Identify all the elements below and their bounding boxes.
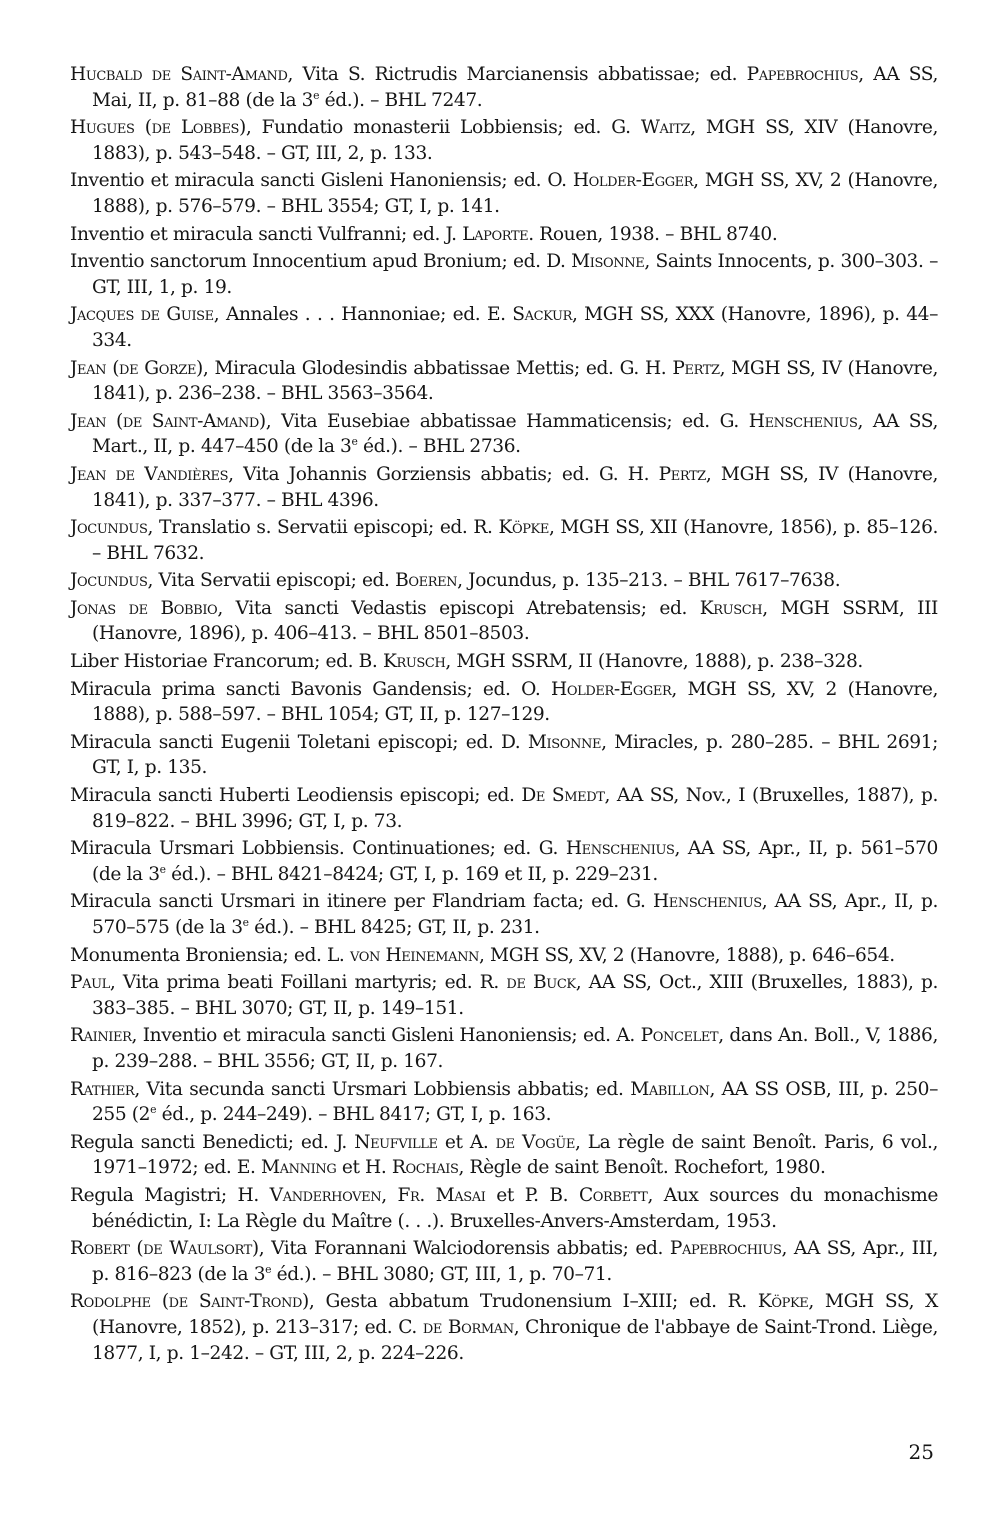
author-name: De Smedt	[521, 785, 605, 807]
bibliography-entry	[70, 596, 938, 647]
entry-text: , MGH SS, XV, 2 (Hanovre, 1888), p. 588–597. – BHL 1054; GT, II, p. 127–129.	[92, 678, 938, 726]
entry-text: , Vita secunda sancti Ursmari Lobbiensis abbatis; ed.	[134, 1078, 631, 1100]
entry-text: éd.). – BHL 2736.	[357, 436, 521, 458]
entry-text: , dans An. Boll., V, 1886, p. 239–288. – BHL 3556; GT, II, p. 167.	[92, 1025, 938, 1072]
entry-text: , AA SS, Oct., XIII (Bruxelles, 1883), p. 383–385. – BHL 3070; GT, II, p. 149–151.	[92, 972, 938, 1019]
entry-text: , Vita Johannis Gorziensis abbatis; ed. G. H.	[228, 463, 659, 485]
author-name: Henschenius	[652, 891, 762, 913]
entry-text: Miracula sancti Ursmari in itinere per Flandriam facta; ed. G.	[70, 891, 653, 913]
entry-text: Miracula Ursmari Lobbiensis. Continuationes; ed. G.	[70, 838, 566, 860]
entry-text: , MGH SS, XIV (Hanovre, 1883), p. 543–548. – GT, III, 2, p. 133.	[92, 117, 938, 164]
bibliography-entry	[70, 783, 938, 834]
entry-text: , Annales . . . Hannoniae; ed. E.	[213, 304, 513, 326]
entry-text: , Inventio et miracula sancti Gisleni Hanoniensis; ed. A.	[131, 1025, 641, 1047]
superscript: e	[313, 88, 320, 102]
author-name: Misonne	[527, 731, 602, 753]
bibliography-entry	[70, 943, 938, 969]
entry-text: , AA SS, Apr., II, p. 561–570 (de la 3	[92, 838, 938, 885]
entry-text: Regula sancti Benedicti; ed. J.	[70, 1131, 355, 1153]
entry-text: . Rouen, 1938. – BHL 8740.	[528, 223, 778, 245]
author-name: Pertz	[658, 463, 706, 485]
author-name: Misonne	[571, 251, 645, 273]
bibliography-entry	[70, 1183, 938, 1234]
entry-text: , MGH SS, XV, 2 (Hanovre, 1888), p. 646–654.	[479, 944, 895, 966]
author-name: de Vogüe	[495, 1131, 575, 1153]
bibliography-entry	[70, 222, 938, 248]
entry-text: , AA SS OSB, III, p. 250–255 (2	[92, 1078, 938, 1126]
author-name: Rochais	[391, 1157, 459, 1179]
entry-text: , La règle de saint Benoît. Paris, 6 vol., 1971–1972; ed. E.	[92, 1131, 938, 1179]
superscript: e	[351, 435, 358, 449]
superscript: e	[265, 1262, 272, 1276]
author-name: Papebrochius	[669, 1238, 782, 1260]
entry-text: Liber Historiae Francorum; ed. B.	[70, 651, 383, 673]
author-name: Henschenius	[565, 838, 675, 860]
entry-text: , Jocundus, p. 135–213. – BHL 7617–7638.	[457, 570, 841, 592]
bibliography-entry	[70, 649, 938, 675]
author-name: Vanderhoven	[269, 1184, 382, 1206]
entry-text: Inventio et miracula sancti Vulfranni; ed. J.	[70, 223, 463, 245]
entry-text: , Règle de saint Benoît. Rochefort, 1980.	[458, 1157, 826, 1179]
entry-text: , MGH SS, IV (Hanovre, 1841), p. 337–377. – BHL 4396.	[92, 463, 938, 511]
entry-text: , AA SS, Mart., II, p. 447–450 (de la 3	[92, 410, 938, 458]
author-name: Sackur	[512, 304, 572, 326]
entry-text: éd.). – BHL 3080; GT, III, 1, p. 70–71.	[271, 1263, 612, 1285]
author-name: Krusch	[382, 651, 446, 673]
author-name: Rainier	[70, 1025, 132, 1047]
author-name: von Heinemann	[349, 944, 480, 966]
superscript: e	[150, 1102, 157, 1116]
bibliography-entry	[70, 889, 938, 940]
entry-text: , AA SS, Nov., I (Bruxelles, 1887), p. 819–822. – BHL 3996; GT, I, p. 73.	[92, 785, 939, 832]
entry-text: Inventio et miracula sancti Gisleni Hanoniensis; ed. O.	[70, 170, 573, 192]
author-name: Krusch	[699, 597, 763, 619]
bibliography-entry	[70, 970, 938, 1021]
entry-text: Miracula prima sancti Bavonis Gandensis; ed. O.	[70, 678, 552, 700]
bibliography-list	[70, 62, 938, 1368]
author-name: Köpke	[757, 1291, 809, 1313]
entry-text: , Vita S. Rictrudis Marcianensis abbatissae; ed.	[287, 64, 747, 85]
entry-text: , AA SS, Apr., III, p. 816–823 (de la 3	[92, 1238, 938, 1285]
bibliography-entry	[70, 302, 938, 353]
bibliography-entry	[70, 1236, 938, 1287]
entry-text: , AA SS, Mai, II, p. 81–88 (de la 3	[92, 64, 938, 111]
bibliography-entry	[70, 836, 938, 887]
entry-text: éd., p. 244–249). – BHL 8417; GT, I, p. 163.	[156, 1104, 552, 1126]
author-name: Jacques de Guise	[70, 304, 214, 326]
bibliography-entry	[70, 249, 938, 300]
entry-text: et P. B.	[485, 1184, 579, 1206]
entry-text: , Gesta abbatum Trudonensium I–XIII; ed. R.	[308, 1291, 758, 1313]
author-name: Jean de Vandières	[70, 463, 229, 485]
entry-text: , Vita prima beati Foillani martyris; ed. R.	[109, 972, 507, 994]
page-number: 25	[908, 1440, 934, 1464]
entry-text: , MGH SS, X (Hanovre, 1852), p. 213–317; ed. C.	[92, 1291, 939, 1338]
author-name: Jean (de Gorze)	[70, 357, 203, 379]
bibliography-entry	[70, 1023, 938, 1074]
entry-text: , Vita Eusebiae abbatissae Hammaticensis; ed. G.	[265, 410, 749, 432]
entry-text: , MGH SSRM, II (Hanovre, 1888), p. 238–328.	[445, 651, 863, 673]
author-name: Manning	[261, 1157, 337, 1179]
entry-text: Regula Magistri; H.	[70, 1184, 270, 1206]
author-name: Jean (de Saint-Amand)	[70, 410, 266, 432]
bibliography-entry	[70, 568, 938, 594]
author-name: Mabillon	[630, 1078, 710, 1100]
superscript: e	[242, 915, 249, 929]
author-name: Corbett	[578, 1184, 648, 1206]
bibliography-entry	[70, 115, 938, 166]
superscript: e	[159, 862, 166, 876]
entry-text: , MGH SSRM, III (Hanovre, 1896), p. 406–413. – BHL 8501–8503.	[92, 597, 938, 645]
bibliography-entry	[70, 1289, 938, 1366]
bibliography-entry	[70, 515, 938, 566]
author-name: Rathier	[70, 1078, 135, 1100]
entry-text: éd.). – BHL 8421–8424; GT, I, p. 169 et II, p. 229–231.	[165, 863, 658, 885]
entry-text: , Miracula Glodesindis abbatissae Mettis; ed. G. H.	[202, 357, 673, 379]
entry-text: , Aux sources du monachisme bénédictin, I: La Règle du Maître (. . .). Bruxelles-Anvers-Amsterdam, 1953.	[92, 1184, 938, 1232]
author-name: Robert (de Waulsort)	[70, 1238, 259, 1260]
entry-text: , AA SS, Apr., II, p. 570–575 (de la 3	[92, 891, 938, 938]
bibliography-entry	[70, 168, 938, 219]
author-name: de Borman	[422, 1316, 514, 1338]
author-name: Holder-Egger	[551, 678, 672, 700]
author-name: Pertz	[672, 357, 720, 379]
author-name: Waitz	[640, 117, 691, 139]
entry-text: éd.). – BHL 7247.	[319, 89, 483, 111]
entry-text: , MGH SS, XII (Hanovre, 1856), p. 85–126. – BHL 7632.	[92, 517, 939, 564]
author-name: Jonas de Bobbio	[70, 597, 218, 619]
entry-text: Inventio sanctorum Innocentium apud Bronium; ed. D.	[70, 251, 572, 273]
author-name: Boeren	[395, 570, 458, 592]
entry-text: , Saints Innocents, p. 300–303. – GT, III, 1, p. 19.	[92, 251, 938, 298]
bibliography-entry	[70, 462, 938, 513]
entry-text: , Vita Forannani Walciodorensis abbatis; ed.	[258, 1238, 670, 1260]
author-name: Jocundus	[70, 570, 148, 592]
entry-text: , MGH SS, XV, 2 (Hanovre, 1888), p. 576–579. – BHL 3554; GT, I, p. 141.	[92, 170, 938, 217]
author-name: de Buck	[506, 972, 576, 994]
entry-text: , MGH SS, IV (Hanovre, 1841), p. 236–238. – BHL 3563–3564.	[92, 357, 938, 405]
entry-text: éd.). – BHL 8425; GT, II, p. 231.	[248, 917, 540, 938]
bibliography-entry	[70, 62, 938, 113]
entry-text: et H.	[336, 1157, 392, 1179]
entry-text: , Fundatio monasterii Lobbiensis; ed. G.	[245, 117, 641, 139]
author-name: Paul	[70, 972, 110, 994]
author-name: , Fr. Masai	[381, 1184, 486, 1206]
bibliography-entry	[70, 356, 938, 407]
author-name: Neufville	[354, 1131, 438, 1153]
bibliography-entry	[70, 730, 938, 781]
entry-text: , Chronique de l'abbaye de Saint-Trond. Liège, 1877, I, p. 1–242. – GT, III, 2, p. 224–226.	[92, 1316, 938, 1364]
entry-text: , Vita sancti Vedastis episcopi Atrebatensis; ed.	[217, 597, 700, 619]
bibliography-entry	[70, 1077, 938, 1128]
author-name: Hugues (de Lobbes)	[70, 117, 246, 139]
entry-text: Monumenta Broniensia; ed. L.	[70, 944, 350, 966]
author-name: Laporte	[462, 223, 529, 245]
entry-text: , Miracles, p. 280–285. – BHL 2691; GT, I, p. 135.	[92, 731, 938, 779]
bibliography-entry	[70, 409, 938, 460]
author-name: Papebrochius	[746, 64, 859, 85]
entry-text: , Vita Servatii episcopi; ed.	[147, 570, 396, 592]
author-name: Hucbald de Saint-Amand	[70, 64, 288, 85]
author-name: Poncelet	[640, 1025, 719, 1047]
author-name: Henschenius	[748, 410, 858, 432]
author-name: Rodolphe (de Saint-Trond)	[70, 1291, 309, 1313]
author-name: Köpke	[498, 517, 549, 539]
entry-text: et A.	[437, 1131, 496, 1153]
entry-text: , MGH SS, XXX (Hanovre, 1896), p. 44–334.	[92, 304, 939, 351]
author-name: Holder-Egger	[572, 170, 694, 192]
entry-text: , Translatio s. Servatii episcopi; ed. R.	[147, 517, 499, 539]
bibliography-entry	[70, 1130, 938, 1181]
author-name: Jocundus	[70, 517, 148, 539]
entry-text: Miracula sancti Huberti Leodiensis episcopi; ed.	[70, 785, 522, 807]
entry-text: Miracula sancti Eugenii Toletani episcopi; ed. D.	[70, 731, 528, 753]
bibliography-entry	[70, 677, 938, 728]
